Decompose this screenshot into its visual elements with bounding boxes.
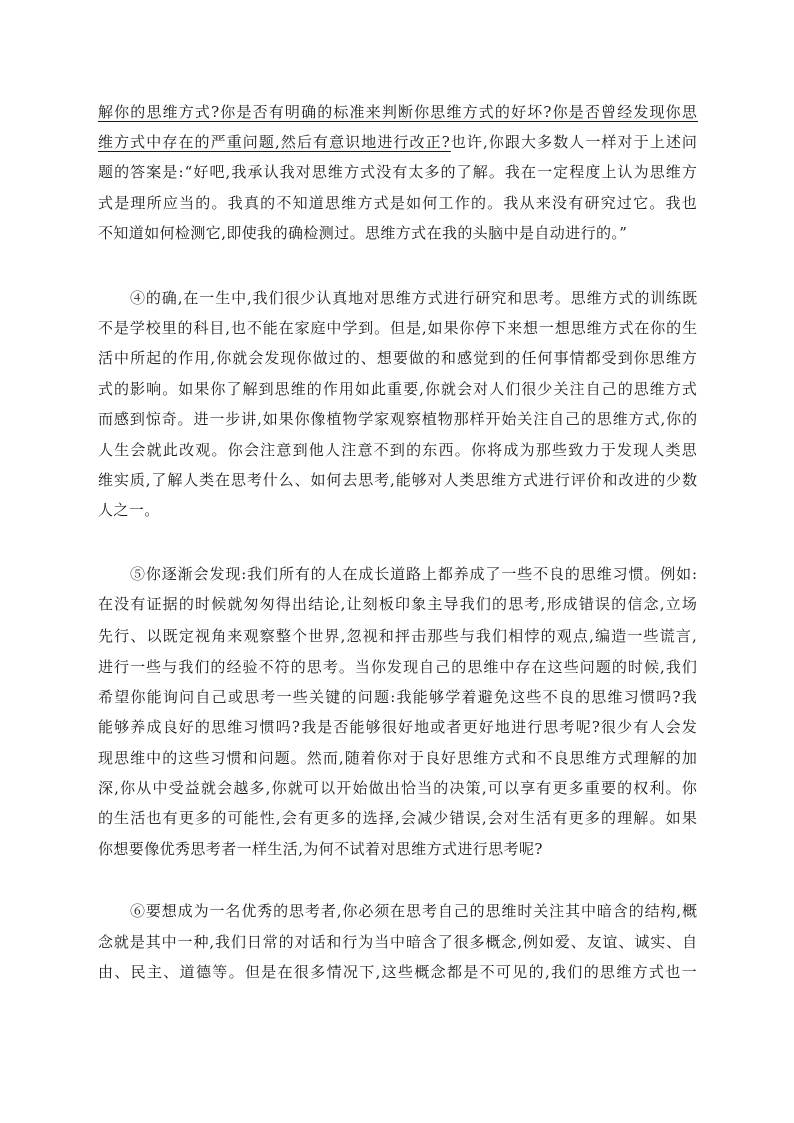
- text-segment: 人之一。: [98, 501, 160, 519]
- text-segment: 也许,你跟大多数人一样对于上述问: [450, 133, 698, 151]
- text-line: [98, 379, 698, 399]
- text-segment: 念就是其中一种,我们日常的对话和行为当中暗含了很多概念,例如爱、友谊、诚实、自: [98, 933, 698, 951]
- text-segment: 题的答案是:“好吧,我承认我对思维方式没有太多的了解。我在一定程度上认为思维方: [98, 163, 698, 181]
- text-line: [130, 901, 698, 921]
- text-line: [98, 500, 160, 520]
- text-line: [98, 132, 698, 152]
- text-segment: 由、民主、道德等。但是在很多情况下,这些概念都是不可见的,我们的思维方式也一: [98, 963, 698, 981]
- text-line: [98, 962, 698, 982]
- text-line: [98, 193, 698, 213]
- text-line: [98, 223, 627, 243]
- text-line: [98, 594, 698, 614]
- text-segment: 的生活也有更多的可能性,会有更多的选择,会减少错误,会对生活有更多的理解。如果: [98, 809, 698, 827]
- text-line: [98, 778, 698, 798]
- text-line: [130, 564, 698, 584]
- text-segment: ④的确,在一生中,我们很少认真地对思维方式进行研究和思考。思维方式的训练既: [130, 289, 698, 307]
- text-line: [98, 102, 698, 122]
- text-segment: 人生会就此改观。你会注意到他人注意不到的东西。你将成为那些致力于发现人类思: [98, 441, 698, 459]
- text-segment: 希望你能询问自己或思考一些关键的问题:我能够学着避免这些不良的思维习惯吗?我: [98, 688, 698, 706]
- text-segment: 式的影响。如果你了解到思维的作用如此重要,你就会对人们很少关注自己的思维方式: [98, 380, 698, 398]
- text-line: [98, 409, 698, 429]
- text-line: [98, 626, 698, 646]
- underlined-text: 解你的思维方式?你是否有明确的标准来判断你思维方式的好坏?你是否曾经发现你思: [98, 103, 698, 121]
- text-segment: 深,你从中受益就会越多,你就可以开始做出恰当的决策,可以享有更多重要的权利。你: [98, 779, 698, 797]
- text-segment: 现思维中的这些习惯和问题。然而,随着你对于良好思维方式和不良思维方式理解的加: [98, 749, 698, 767]
- text-line: [98, 687, 698, 707]
- text-segment: 先行、以既定视角来观察整个世界,忽视和抨击那些与我们相悖的观点,编造一些谎言,: [98, 627, 698, 645]
- text-segment: ⑤你逐渐会发现:我们所有的人在成长道路上都养成了一些不良的思维习惯。例如:: [130, 565, 698, 583]
- text-line: [98, 348, 698, 368]
- text-line: [98, 717, 698, 737]
- underlined-text: 维方式中存在的严重问题,然后有意识地进行改正?: [98, 133, 451, 151]
- text-line: [98, 808, 698, 828]
- text-line: [98, 470, 698, 490]
- text-line: [98, 440, 698, 460]
- text-segment: 你想要像优秀思考者一样生活,为何不试着对思维方式进行思考呢?: [98, 840, 543, 858]
- text-segment: 不知道如何检测它,即使我的确检测过。思维方式在我的头脑中是自动进行的。”: [98, 224, 628, 242]
- text-segment: 不是学校里的科目,也不能在家庭中学到。但是,如果你停下来想一想思维方式在你的生: [98, 319, 698, 337]
- text-line: [98, 657, 698, 677]
- text-segment: ⑥要想成为一名优秀的思考者,你必须在思考自己的思维时关注其中暗含的结构,概: [130, 902, 698, 920]
- text-line: [130, 288, 698, 308]
- text-segment: 式是理所应当的。我真的不知道思维方式是如何工作的。我从来没有研究过它。我也: [98, 194, 698, 212]
- text-segment: 而感到惊奇。进一步讲,如果你像植物学家观察植物那样开始关注自己的思维方式,你的: [98, 410, 698, 428]
- text-line: [98, 932, 698, 952]
- text-line: [98, 162, 698, 182]
- text-line: [98, 748, 698, 768]
- text-line: [98, 318, 698, 338]
- text-segment: 进行一些与我们的经验不符的思考。当你发现自己的思维中存在这些问题的时候,我们: [98, 658, 698, 676]
- text-segment: 活中所起的作用,你就会发现你做过的、想要做的和感觉到的任何事情都受到你思维方: [98, 349, 698, 367]
- text-segment: 在没有证据的时候就匆匆得出结论,让刻板印象主导我们的思考,形成错误的信念,立场: [98, 595, 698, 613]
- text-line: [98, 839, 543, 859]
- text-segment: 维实质,了解人类在思考什么、如何去思考,能够对人类思维方式进行评价和改进的少数: [98, 471, 698, 489]
- text-segment: 能够养成良好的思维习惯吗?我是否能够很好地或者更好地进行思考呢?很少有人会发: [98, 718, 698, 736]
